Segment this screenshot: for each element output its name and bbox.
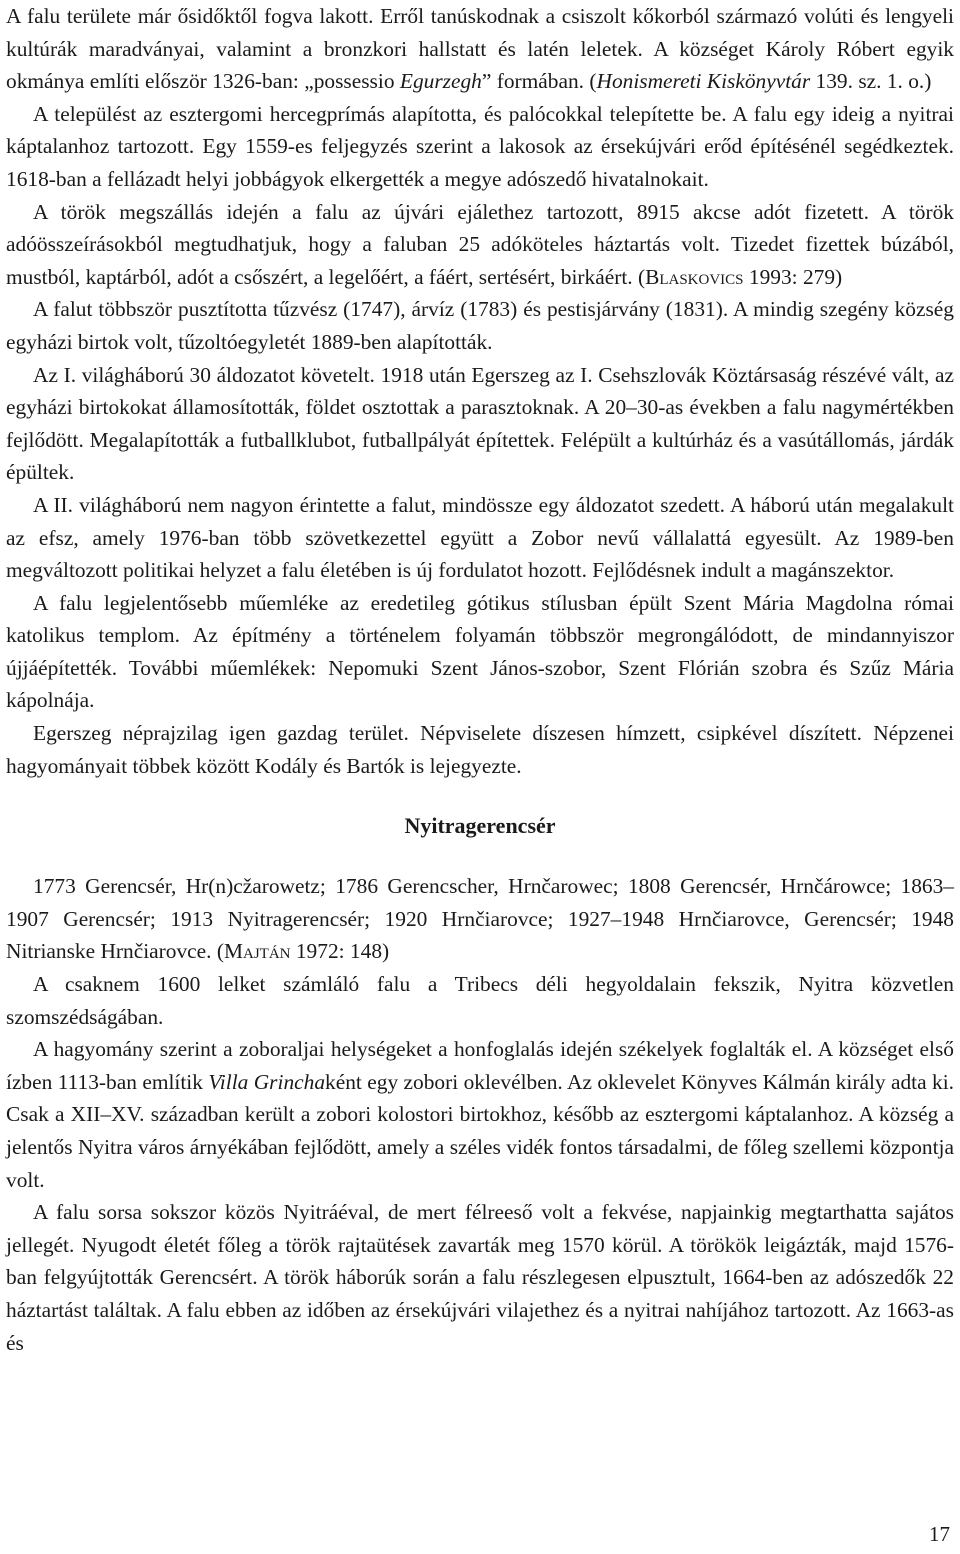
paragraph-turkish-era bbox=[6, 196, 954, 294]
text-run: A török megszállás idején a falu az újvári ejálethez tartozott, 8915 akcse adót fizetett. A török adóösszeírásokból megtudhatjuk, hogy a faluban 25 adóköteles háztartás volt. Tizedet fizettek búzából, mustból, kaptárból, adót a csőszért, a legelőért, a fáért, sertésért, birkáért. ( bbox=[6, 199, 954, 289]
text-run: 139. sz. 1. o.) bbox=[810, 69, 932, 94]
paragraph-location: A csaknem 1600 lelket számláló falu a Tribecs déli hegyoldalain fekszik, Nyitra közvetlen szomszédságában. bbox=[6, 972, 954, 1029]
paragraph-first-mention bbox=[6, 1033, 954, 1196]
paragraph-ethnography: Egerszeg néprajzilag igen gazdag terület. Népviselete díszesen hímzett, csipkével díszített. Népzenei hagyományait többek között Kodály és Bartók is lejegyezte. bbox=[6, 721, 954, 778]
paragraph-monuments: A falu legjelentősebb műemléke az eredetileg gótikus stílusban épült Szent Mária Magdolna római katolikus templom. Az építmény a történelem folyamán többször megrongálódott, de mindannyiszor újjáépítették. További műemlékek: Nepomuki Szent János-szobor, Szent Flórián szobra és Szűz Mária kápolnája. bbox=[6, 590, 954, 713]
text-run: 1773 Gerencsér, Hr(n)cžarowetz; 1786 Gerencscher, Hrnčarowec; 1808 Gerencsér, Hrnčárowce; 1863–1907 Gerencsér; 1913 Nyitragerencsér; 1920 Hrnčiarovce; 1927–1948 Hrnčiarovce, Gerencsér; 1948 Nitrianske Hrnčiarovce. ( bbox=[6, 874, 954, 964]
text-run: A falu területe már ősidőktől fogva lakott. Erről tanúskodnak a csiszolt kőkorból származó volúti és lengyeli kultúrák maradványai, valamint a bronzkori hallstatt és latén leletek. A községet Károly Róbert egyik okmánya említi először 1326-ban: „possessio bbox=[6, 4, 954, 94]
paragraph-origins bbox=[6, 0, 954, 98]
text-run: ként egy zobori oklevélben. Az oklevelet Könyves Kálmán király adta ki. Csak a XII–XV. században került a zobori kolostori birtokhoz, később az esztergomi káptalanhoz. A község a jelentős Nyitra város árnyékában fejlődött, amely a széles vidék fontos társadalmi, de főleg szellemi központja volt. bbox=[6, 1069, 954, 1192]
document-page bbox=[6, 0, 954, 1359]
text-run: A hagyomány szerint a zoboraljai helységeket a honfoglalás idején székelyek foglalták el. A községet első ízben 1113-ban említik bbox=[6, 1037, 954, 1094]
paragraph-turkish-raids: A falu sorsa sokszor közös Nyitráéval, de mert félreeső volt a fekvése, napjainkig megtarthatta sajátos jellegét. Nyugodt életét főleg a török rajtaütések zavarták meg 1570 körül. A törökök leigázták, majd 1576-ban felgyújtották Gerencsért. A török háborúk során a falu részlegesen elpusztult, 1664-ben az adószedők 22 háztartást találtak. A falu ebben az időben az érsekújvári vilajethez és a nyitrai nahíjához tartozott. Az 1663-as és bbox=[6, 1200, 954, 1355]
italic-text: Egurzegh bbox=[399, 69, 482, 94]
paragraph-historic-names bbox=[6, 870, 954, 968]
text-run: ” formában. ( bbox=[481, 69, 597, 94]
paragraph-ww2: A II. világháború nem nagyon érintette a falut, mindössze egy áldozatot szedett. A háború után megalakult az efsz, amely 1976-ban több szövetkezettel együtt a Zobor nevű vállalattá egyesült. Az 1989-ben megváltozott politikai helyzet a falu életében is új fordulatot hozott. Fejlődésnek indult a magánszektor. bbox=[6, 492, 954, 583]
page-number: 17 bbox=[929, 1522, 950, 1546]
text-run: 1972: 148) bbox=[290, 939, 390, 964]
italic-text: Villa Grincha bbox=[208, 1069, 326, 1094]
paragraph-disasters: A falut többször pusztította tűzvész (1747), árvíz (1783) és pestisjárvány (1831). A mindig szegény község egyházi birtok volt, tűzoltóegyletét 1889-ben alapították. bbox=[6, 297, 954, 354]
paragraph-settlement: A települést az esztergomi hercegprímás alapította, és palócokkal telepítette be. A falu egy ideig a nyitrai káptalanhoz tartozott. Egy 1559-es feljegyzés szerint a lakosok az érsekújvári erőd építésénél segédkeztek. 1618-ban a fellázadt helyi jobbágyok elkergették a megye adószedő hivatalnokait. bbox=[6, 101, 954, 191]
citation-italic: Honismereti Kiskönyvtár bbox=[596, 69, 811, 94]
citation-author: Majtán bbox=[223, 939, 291, 964]
paragraph-ww1: Az I. világháború 30 áldozatot követelt. 1918 után Egerszeg az I. Csehszlovák Köztársaság részévé vált, az egyházi birtokokat államosították, földet osztottak a parasztoknak. A 20–30-as években a falu nagymértékben fejlődött. Megalapították a futballklubot, futballpályát építettek. Felépült a kultúrház és a vasútállomás, járdák épültek. bbox=[6, 362, 954, 485]
section-heading: Nyitragerencsér bbox=[404, 813, 556, 839]
citation-author: Blaskovics bbox=[645, 264, 744, 289]
text-run: 1993: 279) bbox=[743, 264, 843, 289]
